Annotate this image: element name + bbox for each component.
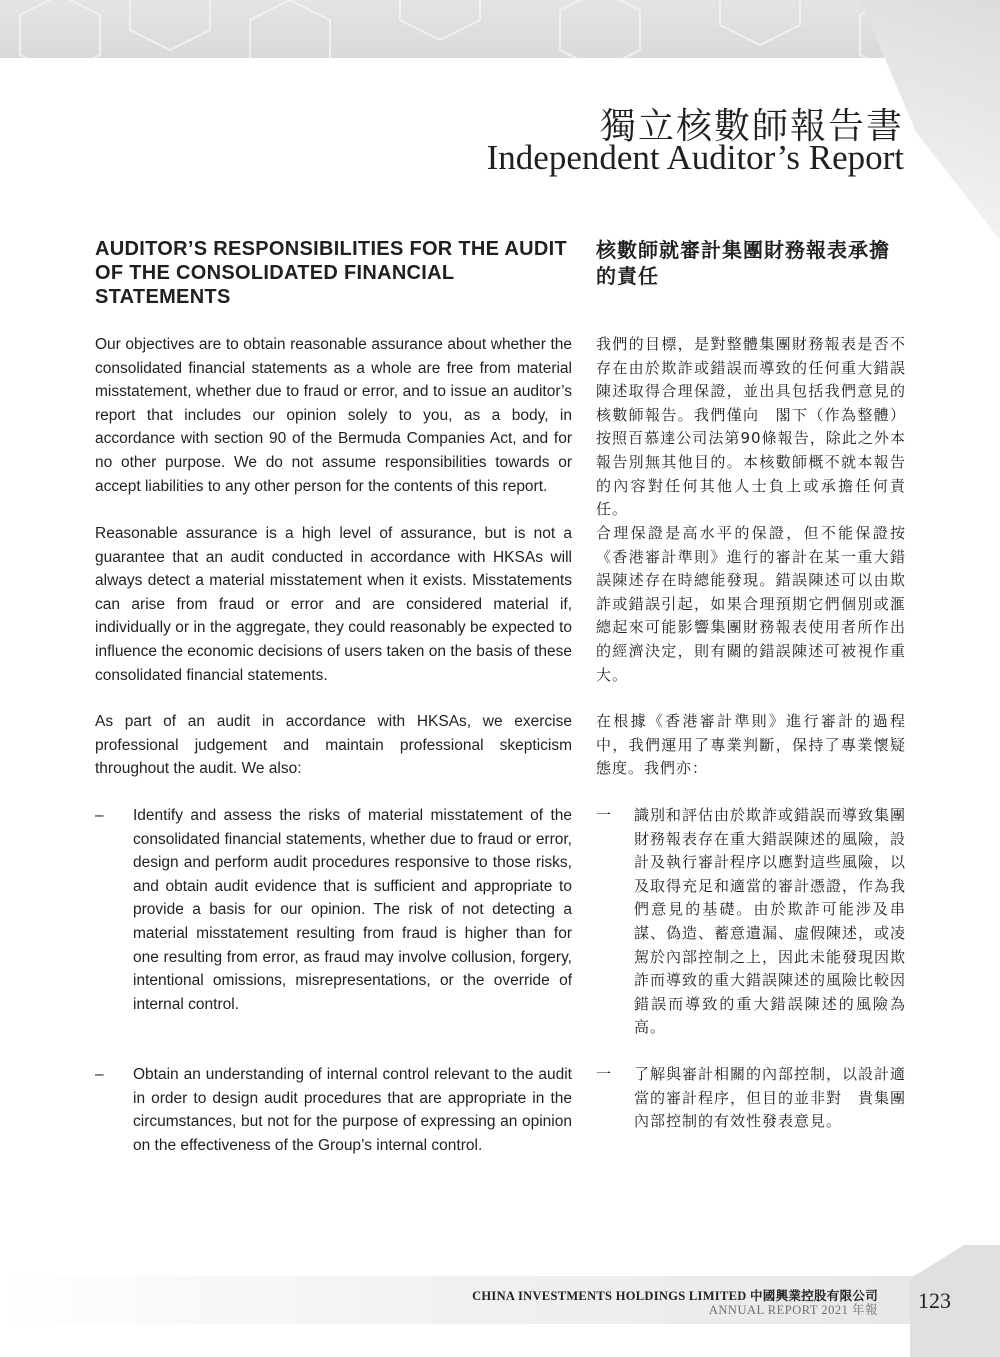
bullet-dash: 一 <box>596 806 612 824</box>
footer-report-label: ANNUAL REPORT 2021 年報 <box>708 1303 878 1317</box>
hexagon-pattern-decoration <box>0 0 1000 60</box>
bullet-text: 了解與審計相關的內部控制，以設計適當的審計程序，但目的並非對 貴集團內部控制的有效性發表意見。 <box>634 1065 907 1131</box>
section-heading-chinese: 核數師就審計集團財務報表承擔的責任 <box>596 238 890 288</box>
section-heading-english: AUDITOR’S RESPONSIBILITIES FOR THE AUDIT OF THE CONSOLIDATED FINANCIAL STATEMENTS <box>95 238 568 308</box>
section-heading-chinese-block <box>596 237 906 289</box>
paragraph-chinese-2 <box>596 522 906 687</box>
page-title-chinese: 獨立核數師報告書 <box>599 106 904 147</box>
paragraph-text: Our objectives are to obtain reasonable assurance about whether the consolidated financial statements as a whole are free from material misstatement, whether due to fraud or error, and to issue an auditor’s report that includes our opinion solely to you, as a body, in accordance with section 90 of the Bermuda Companies Act, and for no other purpose. We do not assume responsibilities towards or accept liabilities to any other person for the contents of this report. <box>95 336 572 495</box>
footer-company-name: CHINA INVESTMENTS HOLDINGS LIMITED 中國興業控股有限公司 <box>472 1289 878 1303</box>
page-title-english: Independent Auditor’s Report <box>486 138 904 177</box>
paragraph-text: 在根據《香港審計準則》進行審計的過程中，我們運用了專業判斷，保持了專業懷疑態度。我們亦： <box>596 712 906 778</box>
paragraph-chinese-3 <box>596 710 906 781</box>
paragraph-chinese-1 <box>596 333 906 522</box>
bullet-dash: – <box>95 1066 104 1083</box>
paragraph-text: 我們的目標，是對整體集團財務報表是否不存在由於欺詐或錯誤而導致的任何重大錯誤陳述取得合理保證，並出具包括我們意見的核數師報告。我們僅向 閣下（作為整體）按照百慕達公司法第90條報告，除此之外本報告別無其他目的。本核數師概不就本報告的內容對任何其他人士負上或承擔任何責任。 <box>596 335 906 519</box>
bullet-text: Obtain an understanding of internal control relevant to the audit in order to design audit procedures that are appropriate in the circumstances, but not for the purpose of expressing an opinion on the effectiveness of the Group’s internal control. <box>133 1066 572 1154</box>
bullet-dash: 一 <box>596 1065 612 1083</box>
bullet-dash: – <box>95 807 104 824</box>
paragraph-text: 合理保證是高水平的保證，但不能保證按《香港審計準則》進行的審計在某一重大錯誤陳述存在時總能發現。錯誤陳述可以由欺詐或錯誤引起，如果合理預期它們個別或滙總起來可能影響集團財務報表使用者所作出的經濟決定，則有關的錯誤陳述可被視作重大。 <box>596 524 906 684</box>
paragraph-english-1 <box>95 333 572 498</box>
paragraph-english-3 <box>95 710 572 781</box>
header-band <box>0 0 1000 60</box>
paragraph-text: As part of an audit in accordance with HKSAs, we exercise professional judgement and maintain professional skepticism throughout the audit. We also: <box>95 713 572 778</box>
paragraph-text: Reasonable assurance is a high level of assurance, but is not a guarantee that an audit conducted in accordance with HKSAs will always detect a material misstatement when it exists. Misstatements can arise from fraud or error and are considered material if, individually or in the aggregate, they could reasonably be expected to influence the economic decisions of users taken on the basis of these consolidated financial statements. <box>95 525 572 684</box>
page-number: 123 <box>918 1288 951 1313</box>
section-heading-english-block <box>95 237 572 309</box>
paragraph-english-2 <box>95 522 572 687</box>
bullet-text: Identify and assess the risks of material misstatement of the consolidated financial statements, whether due to fraud or error, design and perform audit procedures responsive to those risks, and obtain audit evidence that is sufficient and appropriate to provide a basis for our opinion. The risk of not detecting a material misstatement resulting from fraud is higher than for one resulting from error, as fraud may involve collusion, forgery, intentional omissions, misrepresentations, or the override of internal control. <box>133 807 572 1013</box>
bullet-text: 識別和評估由於欺詐或錯誤而導致集團財務報表存在重大錯誤陳述的風險，設計及執行審計程序以應對這些風險，以及取得充足和適當的審計憑證，作為我們意見的基礎。由於欺詐可能涉及串謀、偽造、蓄意遺漏、虛假陳述，或凌駕於內部控制之上，因此未能發現因欺詐而導致的重大錯誤陳述的風險比較因錯誤而導致的重大錯誤陳述的風險為高。 <box>634 806 907 1037</box>
